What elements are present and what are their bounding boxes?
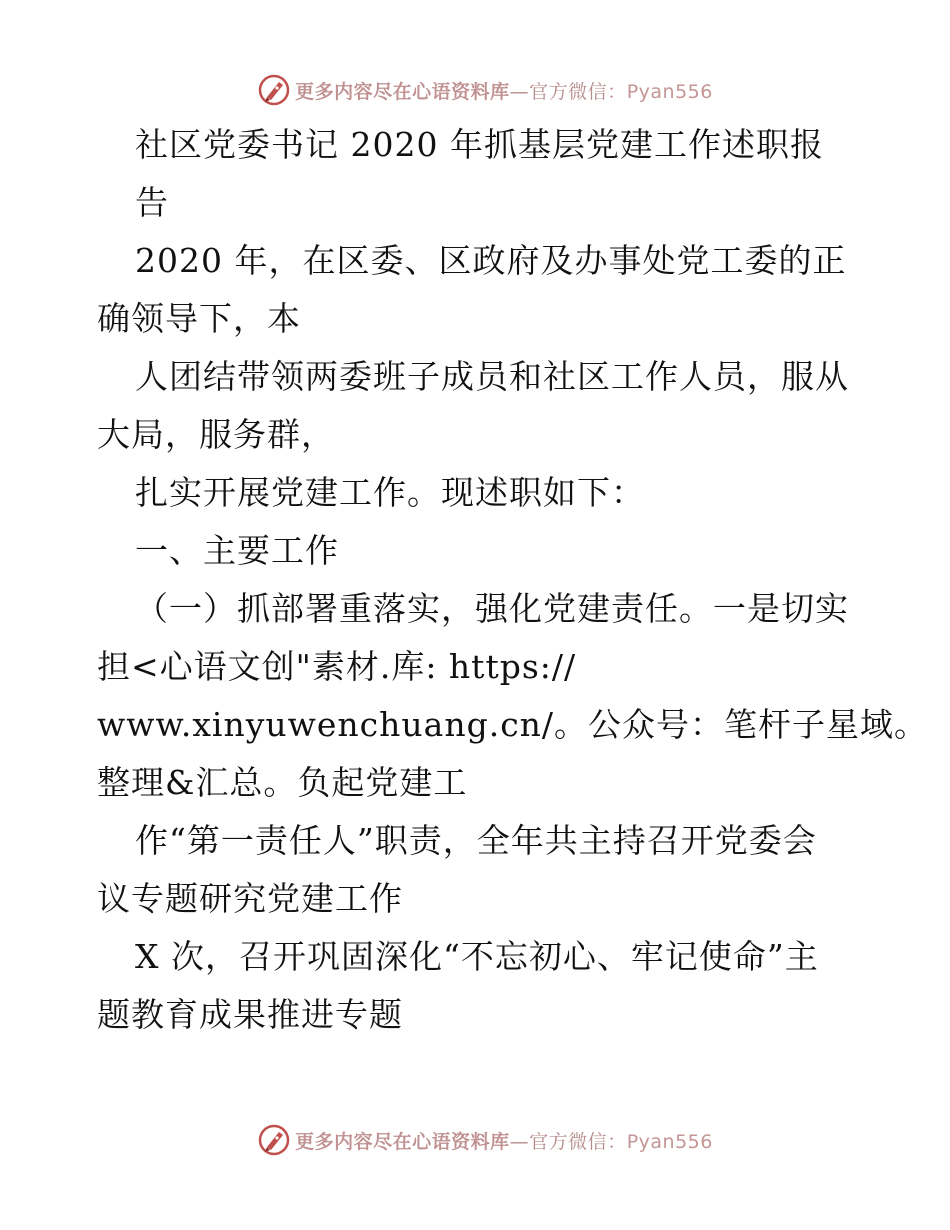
document-body [97,116,929,1044]
banner-wechat-id: Pyan556 [626,1130,713,1153]
doc-title-line-1: 社区党委书记 2020 年抓基层党建工作述职报 [135,125,824,164]
doc-paragraph-line: 确领导下，本 [97,299,301,338]
banner-title: 更多内容尽在心语资料库 [295,80,510,103]
doc-paragraph-line: 担<心语文创"素材.库: https:// [97,647,577,686]
banner-wechat-id: Pyan556 [626,80,713,103]
doc-paragraph-line: 2020 年，在区委、区政府及办事处党工委的正 [135,241,847,280]
doc-paragraph-line: 议专题研究党建工作 [97,879,403,918]
doc-title-line-2: 告 [135,183,169,222]
doc-paragraph-line: 人团结带领两委班子成员和社区工作人员，服从 [135,357,849,396]
banner-title: 更多内容尽在心语资料库 [295,1130,510,1153]
doc-paragraph-line: 扎实开展党建工作。现述职如下： [135,473,645,512]
header-banner [0,70,950,110]
doc-paragraph-line: 整理&汇总。负起党建工 [97,763,468,802]
doc-paragraph-line: X 次，召开巩固深化“不忘初心、牢记使命”主 [135,937,819,976]
pen-logo-icon [257,1123,291,1157]
footer-banner [0,1120,950,1160]
banner-wechat-label: —官方微信： [509,1130,627,1153]
doc-paragraph-line: 作“第一责任人”职责，全年共主持召开党委会 [135,821,817,860]
doc-section-heading: 一、主要工作 [135,531,339,570]
banner-wechat-label: —官方微信： [509,80,627,103]
doc-paragraph-line: 大局，服务群， [97,415,335,454]
doc-paragraph-line: （一）抓部署重落实，强化党建责任。一是切实 [135,589,849,628]
doc-paragraph-line: www.xinyuwenchuang.cn/。公众号：笔杆子星域。 [97,705,929,744]
pen-logo-icon [257,73,291,107]
doc-paragraph-line: 题教育成果推进专题 [97,995,403,1034]
